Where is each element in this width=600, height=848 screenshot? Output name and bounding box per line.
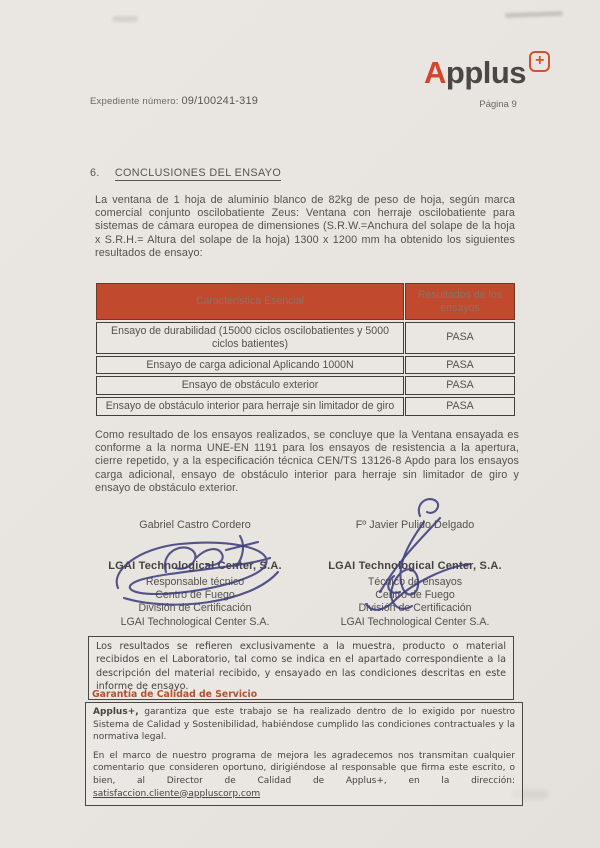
signer-role-line: LGAI Technological Center S.A. [120,615,270,628]
page-number: Página 9 [479,99,517,110]
applus-logo [424,52,550,90]
signer-roles [90,576,300,629]
table-row [96,397,515,416]
quality-heading: Garantía de Calidad de Servicio [92,689,258,700]
caracteristica-cell: Ensayo de obstáculo exterior [96,376,404,395]
logo-letter-a: A [424,55,446,90]
quality-paragraph-2: En el marco de nuestro programa de mejora les agradecemos nos transmitan cualquier comentario que consideren oportuno, dirigiéndose al responsable que firma este escrito, o bien, al Director de Calidad de Applus+, en la dirección: satisfaccion.cliente@appluscorp.com [93,750,515,799]
table-row [96,376,515,395]
quality-paragraph-1: Applus+, garantiza que este trabajo se ha realizado dentro de lo exigido por nuestro Sistema de Calidad y Sostenibilidad, habiéndose cumplido las condiciones contractuales y la normativa legal. [93,707,515,743]
results-table [95,281,516,418]
signer-role-line: Responsable técnico [145,576,245,588]
resultado-cell: PASA [405,322,515,354]
intro-paragraph: La ventana de 1 hoja de aluminio blanco de 82kg de peso de hoja, según marca comercial conjunto oscilobatiente Zeus: Ventana con herraje oscilobatiente para sistemas de cámara europea de dimensiones (S.R.W.=Anchura del solape de la hoja x S.R.H.= Altura del solape de la hoja) 1300 x 1200 mm ha obtenido los siguientes resultados de ensayo: [95,194,515,259]
column-header-resultados: Resultados de los ensayos [405,283,515,320]
results-scope-note: Los resultados se refieren exclusivamente a la muestra, producto o material recibidos en el Laboratorio, tal como se indica en el apartado correspondiente a la descripción del material recibido, y ensayado en las condiciones descritas en este informe de ensayo. [88,636,514,700]
expediente-label: Expediente número: [90,96,179,107]
caracteristica-cell: Ensayo de obstáculo interior para herraje sin limitador de giro [96,397,404,416]
column-header-caracteristica: Característica Esencial [96,283,404,320]
signer-role-line: Centro de Fuego [375,589,455,602]
signer-role-line: Centro de Fuego [155,589,235,602]
signer-role-line: LGAI Technological Center S.A. [340,615,490,628]
caracteristica-cell: Ensayo de carga adicional Aplicando 1000N [96,356,404,375]
resultado-cell: PASA [405,356,515,375]
signer-role-line: Técnico de ensayos [367,576,463,588]
table-row [96,356,515,375]
scan-smudge [112,16,138,22]
section-number: 6. [90,167,100,179]
caracteristica-cell: Ensayo de durabilidad (15000 ciclos oscilobatientes y 5000 ciclos batientes) [96,322,404,354]
section-title-text: CONCLUSIONES DEL ENSAYO [114,167,282,179]
signer-name: Gabriel Castro Cordero [139,519,251,531]
signature-block-right [310,519,520,629]
table-row [96,322,515,354]
expediente-number [90,95,258,107]
signer-name: Fº Javier Pulido Delgado [355,519,475,531]
resultado-cell: PASA [405,376,515,395]
section-heading [90,167,281,179]
signer-role-line: División de Certificación [358,602,472,615]
conclusion-paragraph: Como resultado de los ensayos realizados, se concluye que la Ventana ensayada es conforme a la norma UNE-EN 1191 para los ensayos de resistencia a la apertura, cierre repetido, y a la especificación técnica CEN/TS 13126-8 Apdo para los ensayos carga adicional, ensayo de obstáculo interior para herraje sin limitador de giro y ensayo de obstáculo exterior. [95,429,519,494]
satisfaction-email-link[interactable]: satisfaccion.cliente@appluscorp.com [93,788,261,799]
signer-role-line: División de Certificación [138,602,252,615]
signature-block-left [90,519,300,629]
scan-smudge [505,11,563,18]
signer-roles [310,576,520,629]
quality-note-box [85,702,523,806]
table-header-row [96,283,515,320]
applus-plus-icon: + [529,51,550,72]
signer-company: LGAI Technological Center, S.A. [328,560,502,572]
applus-bold: Applus+, [93,707,139,717]
signer-company: LGAI Technological Center, S.A. [108,560,282,572]
expediente-value: 09/100241-319 [181,95,259,107]
resultado-cell: PASA [405,397,515,416]
logo-text: pplus [445,55,527,90]
